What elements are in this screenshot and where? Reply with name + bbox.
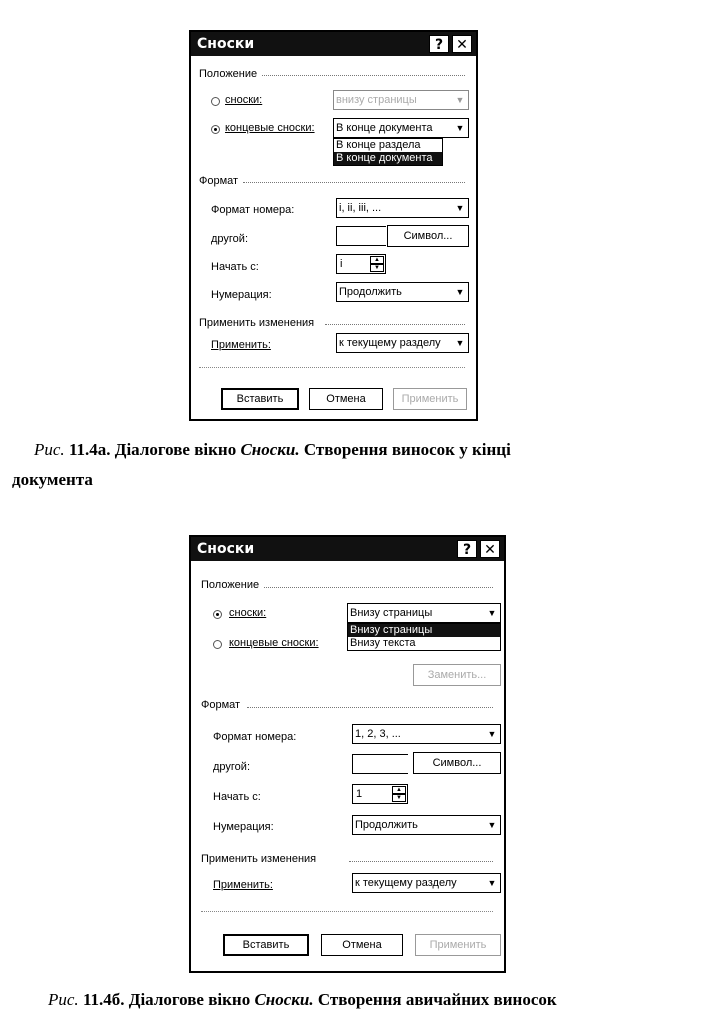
spin-up-icon[interactable]: ▲ [370,256,384,264]
footnotes-position-select[interactable] [347,603,501,623]
footnotes-radio-label: сноски: [229,607,267,619]
spin-up-icon[interactable]: ▲ [392,786,406,794]
caption-a-text: Діалогове вікно [114,440,237,459]
endnotes-radio[interactable] [213,640,222,649]
number-format-label: Формат номера: [211,204,295,216]
caption-a-rest: Створення виносок у кінці [303,440,511,459]
chevron-down-icon[interactable]: ▼ [455,338,465,348]
caption-b-text: Діалогове вікно [128,990,251,1009]
apply-changes-section-label: Применить изменения [201,853,320,865]
button-divider [201,911,493,912]
button-divider [199,367,465,368]
dialog-titlebar [191,32,476,56]
section-divider [257,75,465,76]
footnotes-radio[interactable] [213,610,222,619]
apply-to-label: Применить: [211,339,271,351]
footnotes-dialog-a [189,30,478,421]
footnotes-radio-label: сноски: [225,94,263,106]
apply-to-label: Применить: [213,879,273,891]
section-divider [243,182,465,183]
number-format-value: 1, 2, 3, ... [355,728,401,740]
footnotes-position-dropdown [347,623,501,651]
chevron-down-icon[interactable]: ▼ [487,878,497,888]
start-at-spinner[interactable] [352,784,408,804]
apply-button[interactable]: Применить [393,388,467,410]
caption-b-title: Сноски. [254,990,314,1009]
format-section-label: Формат [199,175,242,187]
insert-button[interactable]: Вставить [223,934,309,956]
caption-b [48,990,557,1010]
dialog-title: Сноски [197,36,255,52]
numbering-value: Продолжить [339,286,402,298]
endnotes-position-value: В конце документа [336,122,433,134]
dropdown-option-end-of-section[interactable]: В конце раздела [336,139,421,151]
apply-to-select[interactable] [352,873,501,893]
dropdown-option-end-of-document[interactable]: В конце документа [334,152,442,165]
cancel-button[interactable]: Отмена [321,934,403,956]
section-divider [261,587,493,588]
apply-to-value: к текущему разделу [339,337,441,349]
endnotes-radio-label: концевые сноски: [229,637,319,649]
caption-b-rest: Створення авичайних виносок [317,990,557,1009]
caption-b-number: 11.4б. [82,990,125,1009]
chevron-down-icon[interactable]: ▼ [487,729,497,739]
dialog-titlebar [191,537,504,561]
close-icon[interactable]: ✕ [452,35,472,53]
numbering-value: Продолжить [355,819,418,831]
section-divider [247,707,493,708]
section-divider [349,861,493,862]
position-section-label: Положение [201,579,263,591]
help-icon[interactable]: ? [457,540,477,558]
chevron-down-icon[interactable]: ▼ [487,608,497,618]
caption-a-line2: документа [12,470,93,489]
section-divider [325,324,465,325]
spin-down-icon[interactable]: ▼ [392,794,406,802]
caption-a-title: Сноски. [240,440,300,459]
caption-a-number: 11.4а. [68,440,111,459]
chevron-down-icon[interactable]: ▼ [455,123,465,133]
custom-mark-input[interactable] [336,226,386,246]
footnotes-dialog-b [189,535,506,973]
endnotes-radio-label: концевые сноски: [225,122,315,134]
numbering-select[interactable] [352,815,501,835]
custom-mark-input[interactable] [352,754,408,774]
start-at-label: Начать с: [213,791,261,803]
chevron-down-icon[interactable]: ▼ [455,203,465,213]
position-section-label: Положение [199,68,261,80]
start-at-value: i [340,258,343,270]
start-at-value: 1 [356,788,363,800]
start-at-label: Начать с: [211,261,259,273]
footnotes-radio[interactable] [211,97,220,106]
footnotes-position-value: внизу страницы [336,94,417,106]
chevron-down-icon[interactable]: ▼ [455,287,465,297]
start-at-spinner[interactable] [336,254,386,274]
custom-mark-label: другой: [211,233,249,245]
numbering-label: Нумерация: [213,821,274,833]
convert-button[interactable]: Заменить... [413,664,501,686]
number-format-value: i, ii, iii, ... [339,202,382,214]
number-format-select[interactable] [352,724,501,744]
endnotes-position-dropdown [333,138,443,166]
dropdown-option-below-text[interactable]: Внизу текста [350,637,416,649]
help-icon[interactable]: ? [429,35,449,53]
custom-mark-label: другой: [213,761,251,773]
footnotes-position-select [333,90,469,110]
chevron-down-icon: ▼ [455,95,465,105]
cancel-button[interactable]: Отмена [309,388,383,410]
close-icon[interactable]: ✕ [480,540,500,558]
apply-to-select[interactable] [336,333,469,353]
numbering-select[interactable] [336,282,469,302]
insert-button[interactable]: Вставить [221,388,299,410]
footnotes-position-value: Внизу страницы [350,607,433,619]
dropdown-option-page-bottom[interactable]: Внизу страницы [348,624,500,637]
symbol-button[interactable]: Символ... [413,752,501,774]
apply-changes-section-label: Применить изменения [199,317,318,329]
caption-b-prefix: Рис. [48,990,79,1009]
dialog-title: Сноски [197,541,255,557]
apply-to-value: к текущему разделу [355,877,457,889]
caption-a-prefix: Рис. [34,440,65,459]
numbering-label: Нумерация: [211,289,272,301]
number-format-label: Формат номера: [213,731,297,743]
number-format-select[interactable] [336,198,469,218]
endnotes-position-select[interactable] [333,118,469,138]
endnotes-radio[interactable] [211,125,220,134]
apply-button[interactable]: Применить [415,934,501,956]
caption-a-line1 [34,440,511,460]
chevron-down-icon[interactable]: ▼ [487,820,497,830]
format-section-label: Формат [201,699,244,711]
spin-down-icon[interactable]: ▼ [370,264,384,272]
symbol-button[interactable]: Символ... [387,225,469,247]
